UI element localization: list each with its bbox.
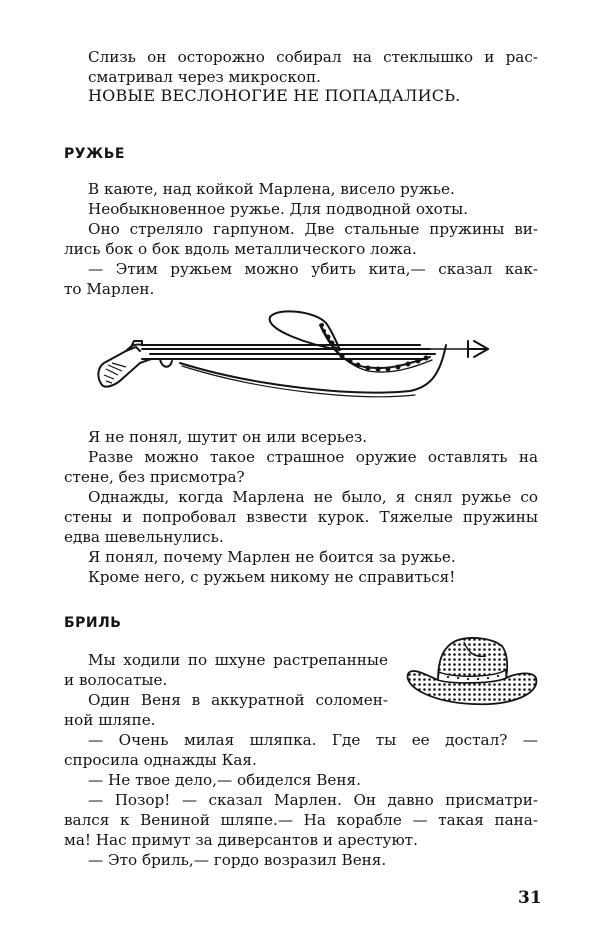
- hat-narrow-line-4: ной шляпе.: [64, 711, 156, 729]
- hat-line-11: — Это бриль,— гордо возразил Веня.: [88, 851, 387, 869]
- gun-para2-line-6: едва шевельнулись.: [64, 528, 224, 546]
- gun-para2-line-7: Я понял, почему Марлен не боится за ружье.: [88, 548, 456, 566]
- gun-para1-line-6: то Марлен.: [64, 280, 155, 298]
- intro-line-1: Слизь он осторожно собирал на стеклышко и рас-: [88, 48, 538, 66]
- heading-hat: БРИЛЬ: [64, 615, 122, 631]
- hat-line-10: ма! Нас примут за диверсантов и арестуют.: [64, 831, 418, 849]
- hat-line-8: — Позор! — сказал Марлен. Он давно присматри-: [88, 791, 538, 809]
- hat-narrow-line-1: Мы ходили по шхуне растрепанные: [88, 651, 388, 669]
- intro-caps-line: НОВЫЕ ВЕСЛОНОГИЕ НЕ ПОПАДАЛИСЬ.: [88, 86, 461, 105]
- hat-line-9: вался к Вениной шляпе.— На корабле — такая пана-: [64, 811, 538, 829]
- gun-para2-line-4: Однажды, когда Марлена не было, я снял ружье со: [88, 488, 538, 506]
- harpoon-gun-illustration: [90, 305, 510, 420]
- gun-para2-line-2: Разве можно такое страшное оружие оставлять на: [88, 448, 538, 466]
- hat-line-6: спросила однажды Кая.: [64, 751, 257, 769]
- gun-para1-line-1: В каюте, над койкой Марлена, висело ружье.: [88, 180, 455, 198]
- straw-hat-illustration: [402, 632, 542, 714]
- heading-gun: РУЖЬЕ: [64, 146, 125, 162]
- page-number: 31: [518, 888, 542, 908]
- gun-para1-line-4: лись бок о бок вдоль металлического ложа.: [64, 240, 417, 258]
- gun-para2-line-3: стене, без присмотра?: [64, 468, 245, 486]
- gun-para2-line-8: Кроме него, с ружьем никому не справиться!: [88, 568, 456, 586]
- hat-line-7: — Не твое дело,— обиделся Веня.: [88, 771, 361, 789]
- intro-line-2: сматривал через микроскоп.: [88, 68, 321, 86]
- hat-line-5: — Очень милая шляпка. Где ты ее достал? —: [88, 731, 538, 749]
- hat-narrow-line-3: Один Веня в аккуратной соломен-: [88, 691, 388, 709]
- gun-para1-line-2: Необыкновенное ружье. Для подводной охоты.: [88, 200, 469, 218]
- gun-para2-line-5: стены и попробовал взвести курок. Тяжелые пружины: [64, 508, 538, 526]
- gun-para1-line-3: Оно стреляло гарпуном. Две стальные пружины ви-: [88, 220, 538, 238]
- gun-para1-line-5: — Этим ружьем можно убить кита,— сказал как-: [88, 260, 538, 278]
- gun-para2-line-1: Я не понял, шутит он или всерьез.: [88, 428, 368, 446]
- hat-narrow-line-2: и волосатые.: [64, 671, 168, 689]
